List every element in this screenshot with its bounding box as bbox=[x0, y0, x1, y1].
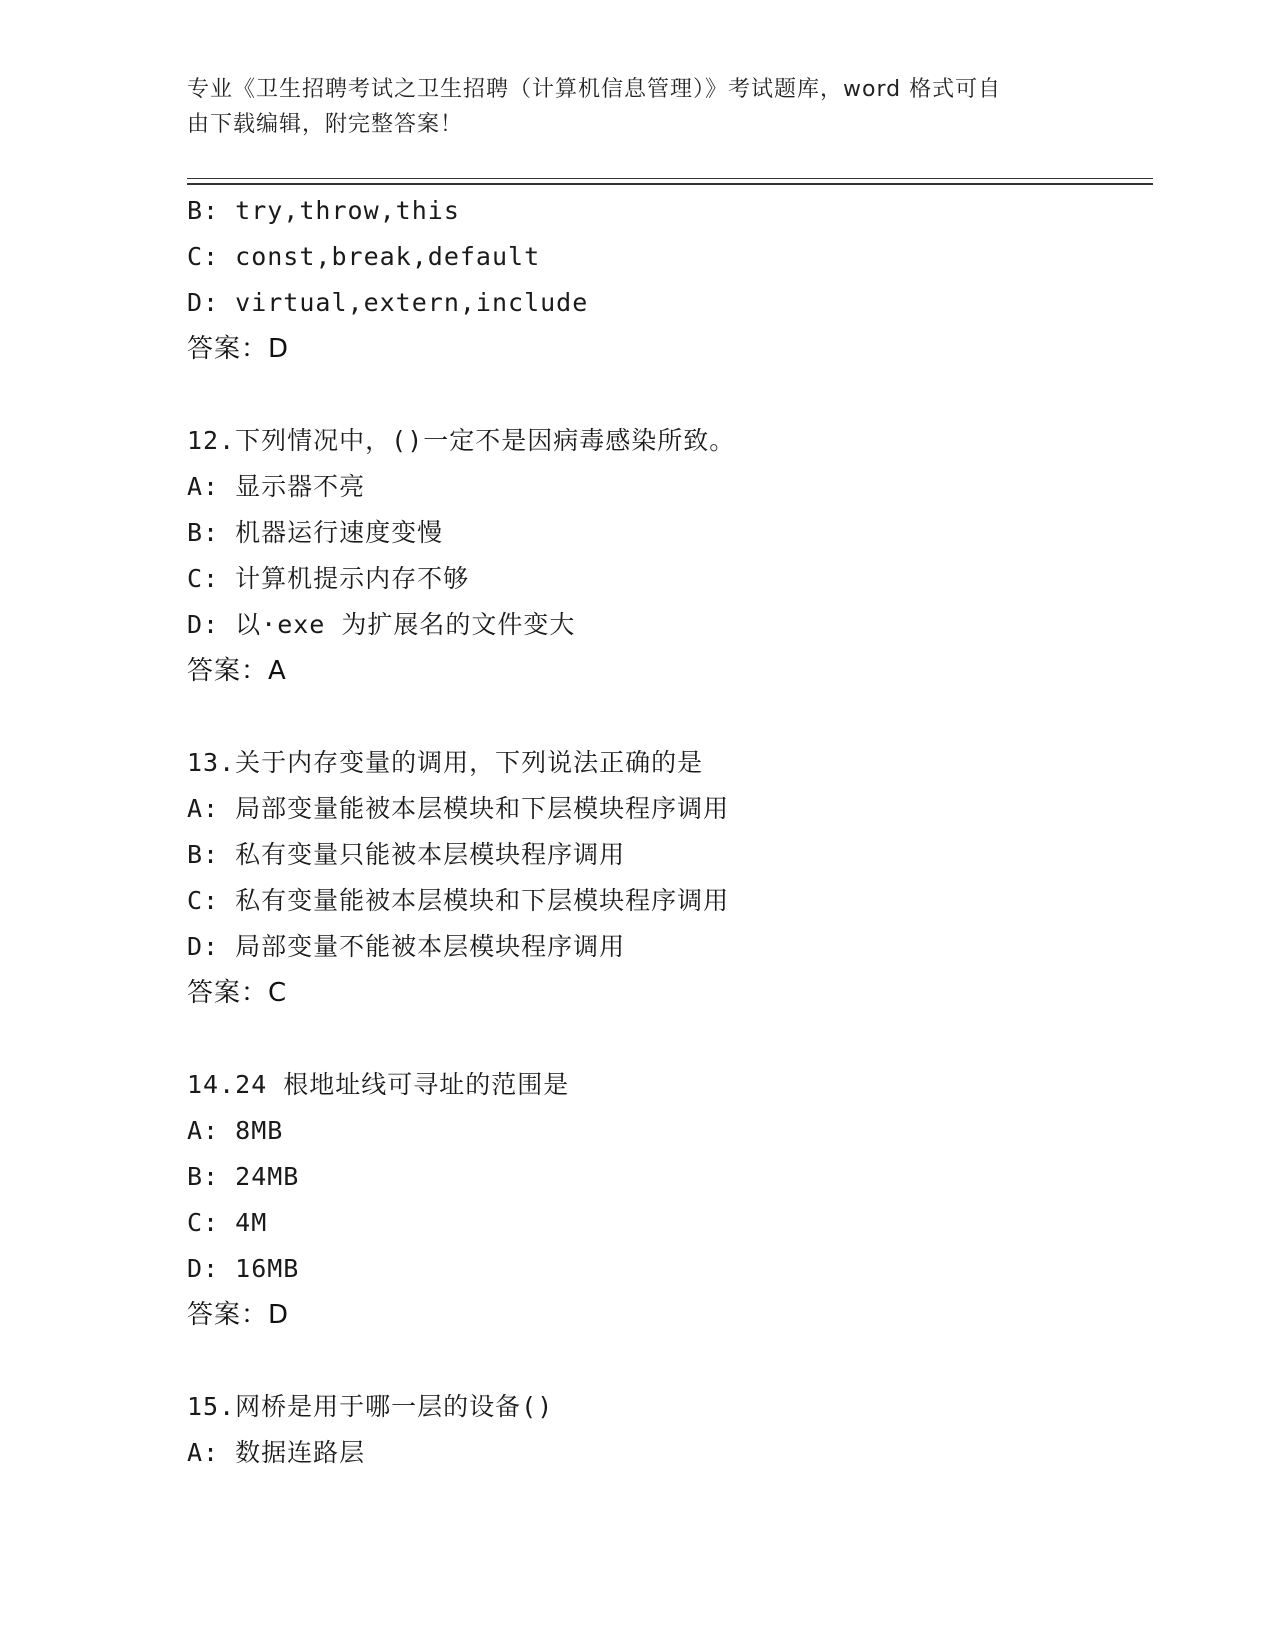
option-b: B: 机器运行速度变慢 bbox=[187, 518, 444, 547]
header-line-1: 专业《卫生招聘考试之卫生招聘（计算机信息管理）》考试题库，word 格式可自 bbox=[187, 77, 1002, 102]
question-block-11 bbox=[187, 188, 1147, 372]
option-a: A: 局部变量能被本层模块和下层模块程序调用 bbox=[187, 794, 730, 823]
question-list bbox=[187, 188, 1147, 1476]
question-stem: 14.24 根地址线可寻址的范围是 bbox=[187, 1070, 570, 1099]
question-stem: 15.网桥是用于哪一层的设备() bbox=[187, 1392, 554, 1421]
option-d: D: 局部变量不能被本层模块程序调用 bbox=[187, 932, 626, 961]
option-a: A: 显示器不亮 bbox=[187, 472, 366, 501]
option-a: A: 8MB bbox=[187, 1116, 284, 1145]
option-c: C: 4M bbox=[187, 1208, 268, 1237]
option-a: A: 数据连路层 bbox=[187, 1438, 366, 1467]
header-line-2: 由下载编辑，附完整答案！ bbox=[187, 112, 464, 137]
option-d: D: 16MB bbox=[187, 1254, 300, 1283]
option-c: C: 私有变量能被本层模块和下层模块程序调用 bbox=[187, 886, 730, 915]
answer-line: 答案：D bbox=[187, 334, 290, 364]
answer-line: 答案：C bbox=[187, 978, 288, 1008]
option-b: B: 私有变量只能被本层模块程序调用 bbox=[187, 840, 626, 869]
spacer bbox=[187, 372, 1147, 418]
option-b: B: 24MB bbox=[187, 1162, 300, 1191]
spacer bbox=[187, 694, 1147, 740]
header-divider-thick bbox=[187, 183, 1153, 185]
spacer bbox=[187, 1016, 1147, 1062]
document-header bbox=[187, 72, 1067, 142]
answer-line: 答案：D bbox=[187, 1300, 290, 1330]
question-block-14 bbox=[187, 1062, 1147, 1338]
question-stem: 13.关于内存变量的调用，下列说法正确的是 bbox=[187, 748, 704, 777]
question-block-12 bbox=[187, 418, 1147, 694]
spacer bbox=[187, 1338, 1147, 1384]
option-d: D: 以·exe 为扩展名的文件变大 bbox=[187, 610, 576, 639]
question-stem: 12.下列情况中，()一定不是因病毒感染所致。 bbox=[187, 426, 736, 455]
option-c: C: const,break,default bbox=[187, 242, 541, 271]
option-b: B: try,throw,this bbox=[187, 196, 460, 225]
answer-line: 答案：A bbox=[187, 656, 287, 686]
question-block-15 bbox=[187, 1384, 1147, 1476]
option-d: D: virtual,extern,include bbox=[187, 288, 589, 317]
question-block-13 bbox=[187, 740, 1147, 1016]
option-c: C: 计算机提示内存不够 bbox=[187, 564, 470, 593]
header-divider-thin bbox=[187, 178, 1153, 179]
